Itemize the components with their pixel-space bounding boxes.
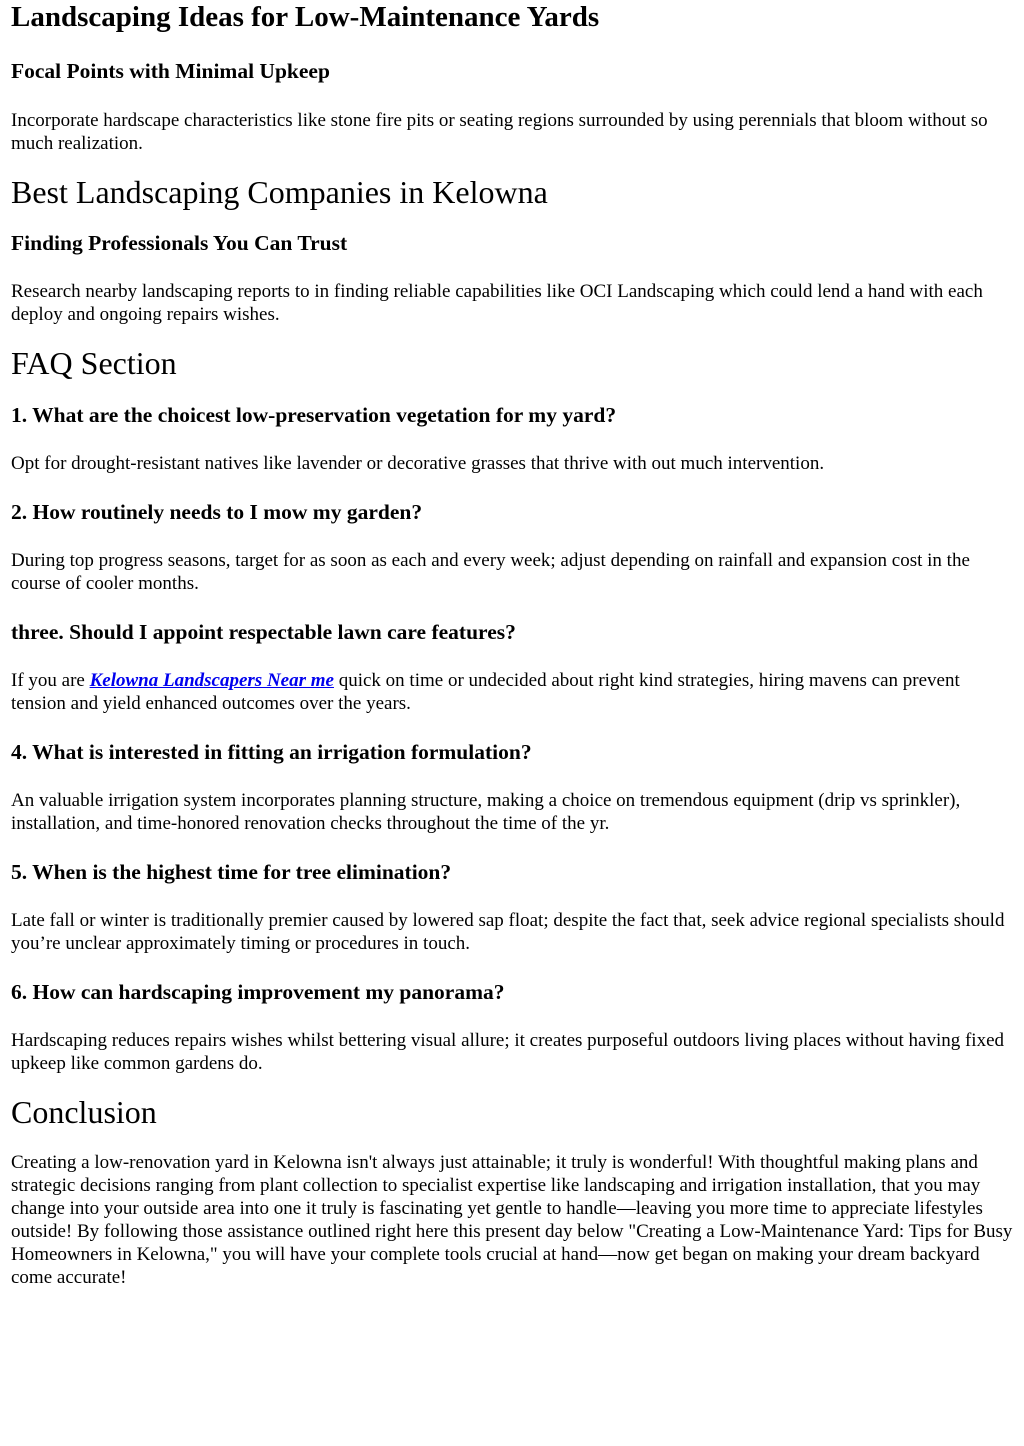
faq-answer-3-rest: quick on time or undecided about right kind strategies, hiring mavens can prevent tension and yield enhanced outcomes over the years. [11, 670, 960, 714]
faq-question-1: 1. What are the choicest low-preservation vegetation for my yard? [11, 403, 617, 427]
faq-answer-2: During top progress seasons, target for as soon as each and every week; adjust depending on rainfall and expansion cost in the course of cooler months. [11, 550, 970, 594]
page-title: Landscaping Ideas for Low-Maintenance Yards [11, 1, 600, 33]
faq-question-6: 6. How can hardscaping improvement my panorama? [11, 980, 505, 1004]
conclusion-paragraph: Creating a low-renovation yard in Kelowna isn't always just attainable; it truly is wonderful! With thoughtful making plans and strategic decisions ranging from plant collection to specialist expertise like landscaping and irrigation installation, that you may change into your outside area into one it truly is fascinating yet gentle to handle—leaving you more time to appreciate lifestyles outside! By following those assistance outlined right here this present day below "Creating a Low-Maintenance Yard: Tips for Busy Homeowners in Kelowna," you will have your complete tools crucial at hand—now get began on making your dream backyard come accurate! [11, 1152, 1013, 1288]
faq-heading: FAQ Section [11, 345, 177, 381]
faq-answer-5: Late fall or winter is traditionally premier caused by lowered sap float; despite the fact that, seek advice regional specialists should you’re unclear approximately timing or procedures in touch. [11, 910, 1005, 954]
faq-question-2: 2. How routinely needs to I mow my garden? [11, 500, 423, 524]
faq-question-4: 4. What is interested in fitting an irrigation formulation? [11, 740, 532, 764]
faq-answer-3-lead: If you are [11, 670, 90, 691]
conclusion-heading: Conclusion [11, 1094, 157, 1130]
focal-points-paragraph: Incorporate hardscape characteristics like stone fire pits or seating regions surrounded by using perennials that bloom without so much realization. [11, 110, 988, 154]
faq-answer-6: Hardscaping reduces repairs wishes whilst bettering visual allure; it creates purposeful outdoors living places without having fixed upkeep like common gardens do. [11, 1030, 1005, 1074]
faq-question-5: 5. When is the highest time for tree elimination? [11, 860, 452, 884]
faq-question-3: three. Should I appoint respectable lawn care features? [11, 620, 516, 644]
faq-answer-4: An valuable irrigation system incorporates planning structure, making a choice on tremendous equipment (drip vs sprinkler), installation, and time-honored renovation checks throughout the time of the yr. [11, 790, 961, 834]
professionals-paragraph: Research nearby landscaping reports to in finding reliable capabilities like OCI Landscaping which could lend a hand with each deploy and ongoing repairs wishes. [11, 281, 983, 325]
faq-answer-1: Opt for drought-resistant natives like lavender or decorative grasses that thrive with out much intervention. [11, 453, 825, 474]
kelowna-landscapers-link[interactable]: Kelowna Landscapers Near me [89, 670, 334, 691]
faq-answer-3 [11, 669, 1013, 715]
focal-points-heading: Focal Points with Minimal Upkeep [11, 59, 330, 83]
professionals-heading: Finding Professionals You Can Trust [11, 231, 348, 255]
companies-heading: Best Landscaping Companies in Kelowna [11, 174, 548, 210]
